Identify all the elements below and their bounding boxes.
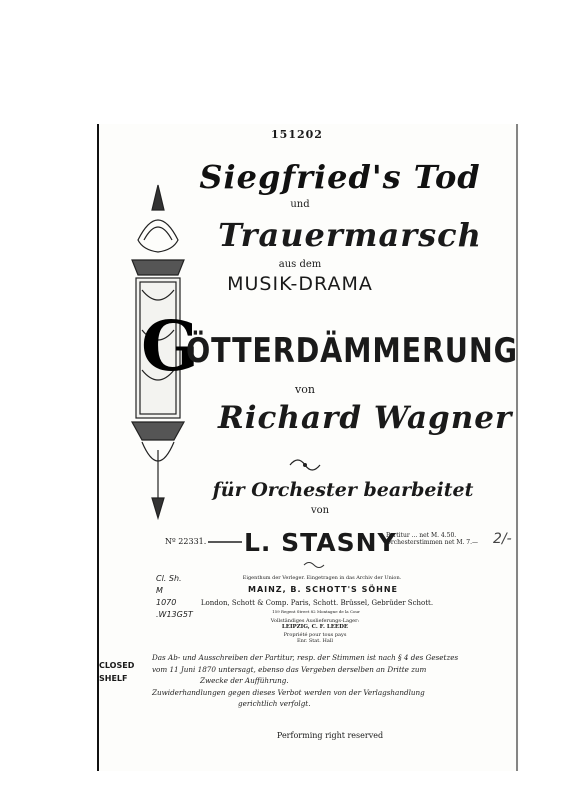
call-number-line: 1070: [156, 598, 177, 607]
legal-line: gerichtlich verfolgt.: [238, 699, 311, 708]
performing-right-notice: Performing right reserved: [276, 731, 384, 740]
musik-drama-heading: MUSIK-DRAMA: [227, 273, 373, 295]
aus-dem-text: aus dem: [278, 259, 322, 270]
propriete-notice: Propriété pour tous pays: [283, 632, 347, 638]
title-line-1: Siegfried's Tod: [199, 158, 481, 196]
von-text: von: [295, 383, 315, 396]
leipzig-distributor: LEIPZIG, C. F. LEEDE: [281, 624, 349, 630]
enregistre-notice: Enr. Stat. Hall: [296, 638, 334, 644]
publisher-number: Nº 22331.: [165, 537, 207, 546]
opera-title: ÖTTERDÄMMERUNG: [186, 331, 518, 371]
small-ornament: [302, 560, 326, 570]
price-parts: Orchesterstimmen net M. 7.—: [386, 539, 478, 546]
page-edge-right: [516, 124, 518, 771]
catalog-number: 151202: [271, 128, 323, 141]
publisher-name: MAINZ, B. SCHOTT'S SÖHNE: [247, 585, 398, 594]
call-number-line: Cl. Sh.: [156, 574, 182, 583]
call-number-line: M: [156, 586, 163, 595]
und-text: und: [290, 199, 310, 210]
price-list: [386, 532, 478, 546]
legal-line: Das Ab- und Ausschreiben der Partitur, resp. der Stimmen ist nach § 4 des Gesetzes: [152, 653, 459, 662]
legal-line: Zuwiderhandlungen gegen dieses Verbot werden von der Verlagshandlung: [152, 687, 425, 697]
stamp-line: CLOSED: [99, 661, 135, 670]
call-number-line: .W13G5T: [156, 610, 193, 619]
legal-notice: [152, 652, 492, 710]
flourish-ornament: [288, 455, 322, 475]
legal-line: vom 11 Juni 1870 untersagt, ebenso das Vergeben derselben an Dritte zum: [152, 664, 427, 674]
vollstaendiges-lager: Vollständiges Auslieferungs-Lager:: [270, 618, 360, 624]
publisher-city-notes: 159 Regent Street 82 Montagne de la Cour: [272, 609, 360, 614]
library-call-number: [156, 573, 193, 621]
composer-name: Richard Wagner: [218, 400, 513, 436]
publisher-cities: London, Schott & Comp. Paris, Schott. Brüssel, Gebrüder Schott.: [200, 599, 434, 607]
rule-left: [208, 538, 244, 546]
stamp-line: SHELF: [99, 674, 128, 683]
title-line-2: Trauermarsch: [218, 216, 482, 254]
eigentum-notice: Eigenthum der Verleger. Eingetragen in das Archiv der Union.: [242, 575, 402, 581]
orchestra-arrangement-line: für Orchester bearbeitet: [212, 479, 474, 501]
legal-line: Zwecke der Aufführung.: [200, 676, 289, 685]
closed-shelf-stamp: [99, 659, 134, 685]
von-text-2: von: [310, 505, 330, 516]
opera-title-initial: G: [141, 307, 200, 387]
handwritten-price: 2/-: [493, 531, 512, 547]
price-score: Partitur ... net M. 4.50.: [386, 532, 457, 539]
arranger-name: L. STASNY: [244, 528, 397, 557]
